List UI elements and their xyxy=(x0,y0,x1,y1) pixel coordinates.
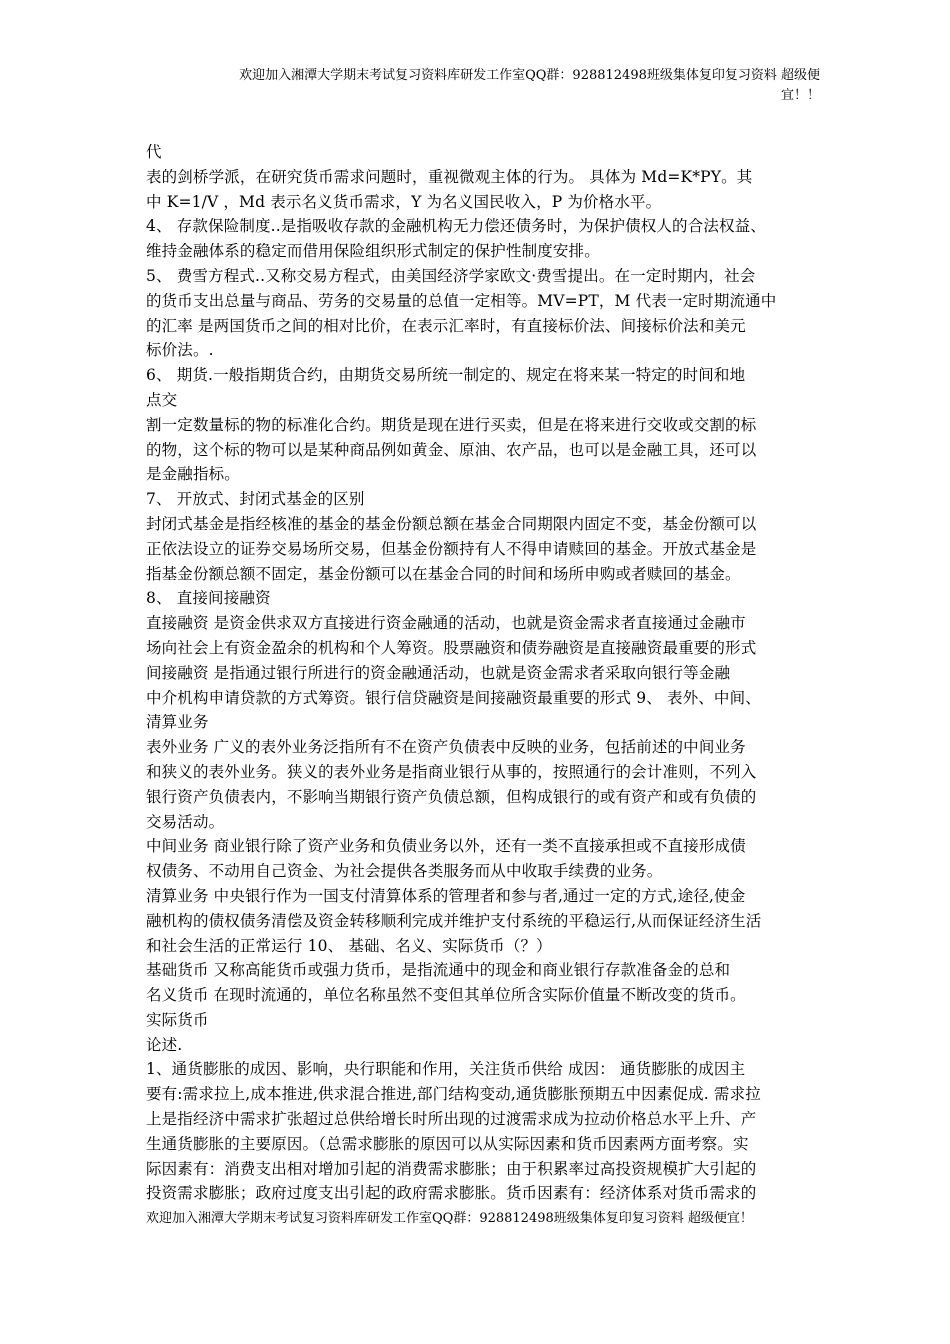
text-line: 的汇率 是两国货币之间的相对比价，在表示汇率时，有直接标价法、间接标价法和美元 xyxy=(146,316,746,335)
text-line: 权债务、不动用自己资金、为社会提供各类服务而从中收取手续费的业务。 xyxy=(146,862,663,881)
text-line: 7、 开放式、封闭式基金的区别 xyxy=(146,490,365,509)
text-line: 际因素有：消费支出相对增加引起的消费需求膨胀；由于积累率过高投资规模扩大引起的 xyxy=(146,1159,757,1178)
text-line: 表外业务 广义的表外业务泛指所有不在资产负债表中反映的业务，包括前述的中间业务 xyxy=(146,738,746,757)
page-footer: 欢迎加入湘潭大学期末考试复习资料库研发工作室QQ群：928812498班级集体复印复习资料 超级便宜！ xyxy=(146,1211,753,1226)
text-line: 银行资产负债表内，不影响当期银行资产负债总额，但构成银行的或有资产和或有负债的 xyxy=(146,787,757,806)
text-line: 5、 费雪方程式..又称交易方程式，由美国经济学家欧文·费雪提出。在一定时期内，社会 xyxy=(146,266,756,285)
header-line-2: 宜！！ xyxy=(780,88,820,103)
text-line: 基础货币 又称高能货币或强力货币，是指流通中的现金和商业银行存款准备金的总和 xyxy=(146,961,731,980)
header-line-1: 欢迎加入湘潭大学期末考试复习资料库研发工作室QQ群：928812498班级集体复印复习资料 超级便 xyxy=(239,68,820,83)
text-line: 清算业务 xyxy=(146,713,209,732)
text-line: 名义货币 在现时流通的，单位名称虽然不变但其单位所含实际价值量不断改变的货币。 xyxy=(146,986,746,1005)
document-body xyxy=(146,140,820,1206)
text-line: 和社会生活的正常运行 10、 基础、名义、实际货币（？） xyxy=(146,936,552,955)
text-line: 8、 直接间接融资 xyxy=(146,589,271,608)
text-line: 生通货膨胀的主要原因。（总需求膨胀的原因可以从实际因素和货币因素两方面考察。实 xyxy=(146,1134,749,1153)
text-line: 实际货币 xyxy=(146,1010,209,1029)
text-line: 割一定数量标的物的标准化合约。期货是现在进行买卖，但是在将来进行交收或交割的标 xyxy=(146,415,757,434)
text-line: 代 xyxy=(146,143,162,161)
text-line: 间接融资 是指通过银行所进行的资金融通活动，也就是资金需求者采取向银行等金融 xyxy=(146,663,731,682)
text-line: 是金融指标。 xyxy=(146,465,240,484)
text-line: 的物，这个标的物可以是某种商品例如黄金、原油、农产品，也可以是金融工具，还可以 xyxy=(146,440,757,459)
text-line: 封闭式基金是指经核准的基金的基金份额总额在基金合同期限内固定不变，基金份额可以 xyxy=(146,514,757,533)
text-line: 中 K=1/V ，Md 表示名义货币需求，Y 为名义国民收入，P 为价格水平。 xyxy=(146,192,662,211)
text-line: 清算业务 中央银行作为一国支付清算体系的管理者和参与者,通过一定的方式,途径,使金 xyxy=(146,886,746,905)
text-line: 表的剑桥学派，在研究货币需求问题时，重视微观主体的行为。 具体为 Md=K*PY。其 xyxy=(146,167,753,186)
text-line: 上是指经济中需求扩张超过总供给增长时所出现的过渡需求成为拉动价格总水平上升、产 xyxy=(146,1110,757,1129)
text-line: 点交 xyxy=(146,390,178,409)
text-line: 交易活动。 xyxy=(146,812,225,831)
text-line: 的货币支出总量与商品、劳务的交易量的总值一定相等。MV=PT，M 代表一定时期流通中 xyxy=(146,291,777,310)
text-line: 6、 期货.一般指期货合约，由期货交易所统一制定的、规定在将来某一特定的时间和地 xyxy=(146,366,746,385)
text-line: 标价法。. xyxy=(146,341,214,360)
text-line: 指基金份额总额不固定，基金份额可以在基金合同的时间和场所申购或者赎回的基金。 xyxy=(146,564,741,583)
text-line: 投资需求膨胀；政府过度支出引起的政府需求膨胀。货币因素有：经济体系对货币需求的 xyxy=(146,1184,757,1203)
page-header xyxy=(150,66,820,106)
text-line: 4、 存款保险制度..是指吸收存款的金融机构无力偿还债务时，为保护债权人的合法权益、 xyxy=(146,217,766,236)
text-line: 要有:需求拉上,成本推进,供求混合推进,部门结构变动,通货膨胀预期五中因素促成. 需求拉 xyxy=(146,1085,761,1104)
text-line: 中间业务 商业银行除了资产业务和负债业务以外，还有一类不直接承担或不直接形成债 xyxy=(146,837,746,856)
text-line: 和狭义的表外业务。狭义的表外业务是指商业银行从事的，按照通行的会计准则，不列入 xyxy=(146,762,757,781)
text-line: 场向社会上有资金盈余的机构和个人筹资。股票融资和债券融资是直接融资最重要的形式 xyxy=(146,638,757,657)
text-line: 1、通货膨胀的成因、影响，央行职能和作用，关注货币供给 成因： 通货膨胀的成因主 xyxy=(146,1060,746,1079)
text-line: 直接融资 是资金供求双方直接进行资金融通的活动，也就是资金需求者直接通过金融市 xyxy=(146,614,746,633)
text-line: 维持金融体系的稳定而借用保险组织形式制定的保护性制度安排。 xyxy=(146,242,600,261)
text-line: 融机构的债权债务清偿及资金转移顺利完成并维护支付系统的平稳运行,从而保证经济生活 xyxy=(146,911,762,930)
text-line: 中介机构申请贷款的方式筹资。银行信贷融资是间接融资最重要的形式 9、 表外、中间、 xyxy=(146,688,761,707)
text-line: 论述. xyxy=(146,1035,183,1054)
text-line: 正依法设立的证券交易场所交易，但基金份额持有人不得申请赎回的基金。开放式基金是 xyxy=(146,539,757,558)
